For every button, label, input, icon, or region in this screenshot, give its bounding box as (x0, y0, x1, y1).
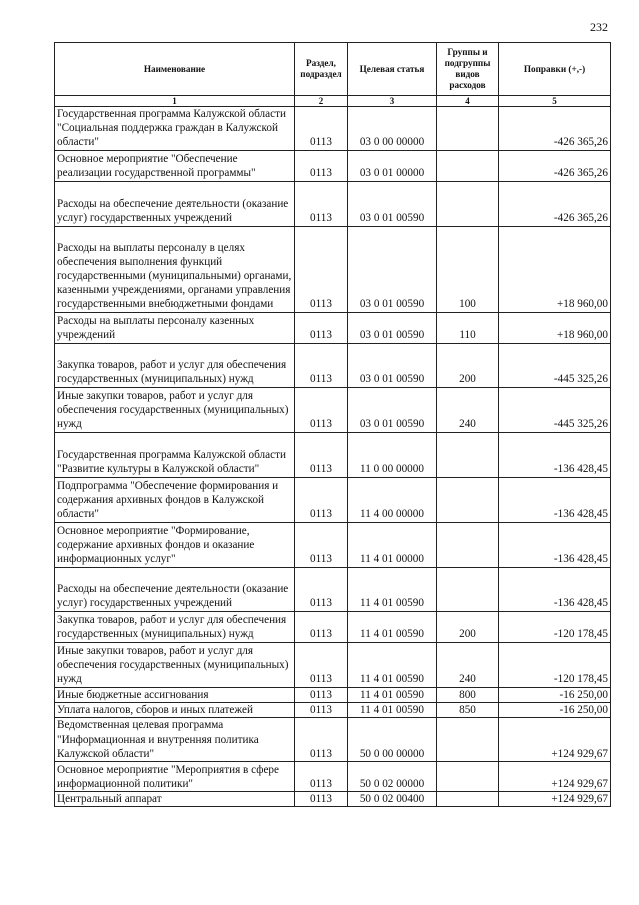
row-target: 03 0 01 00590 (348, 387, 437, 432)
table-row (55, 432, 611, 477)
row-name: Центральный аппарат (55, 792, 295, 807)
row-section: 0113 (295, 387, 348, 432)
row-group: 200 (437, 343, 499, 387)
row-name: Расходы на обеспечение деятельности (оказание услуг) государственных учреждений (55, 567, 295, 611)
row-group (437, 107, 499, 151)
row-name: Иные бюджетные ассигнования (55, 687, 295, 702)
table-row (55, 107, 611, 151)
row-group (437, 181, 499, 226)
table-row (55, 567, 611, 611)
page-number: 232 (590, 20, 608, 34)
row-amount: -426 365,26 (499, 107, 611, 151)
row-group: 850 (437, 702, 499, 717)
row-group: 110 (437, 312, 499, 343)
row-amount: +124 929,67 (499, 792, 611, 807)
column-number: 4 (437, 96, 499, 107)
table-row (55, 387, 611, 432)
row-target: 03 0 00 00000 (348, 107, 437, 151)
row-section: 0113 (295, 150, 348, 181)
row-target: 50 0 02 00400 (348, 792, 437, 807)
budget-amendments-table (54, 42, 611, 807)
table-row (55, 792, 611, 807)
row-section: 0113 (295, 762, 348, 792)
row-amount: -445 325,26 (499, 343, 611, 387)
column-number: 3 (348, 96, 437, 107)
row-target: 03 0 01 00590 (348, 312, 437, 343)
row-name: Расходы на выплаты персоналу казенных учреждений (55, 312, 295, 343)
row-section: 0113 (295, 718, 348, 762)
row-group: 200 (437, 611, 499, 642)
row-amount: +124 929,67 (499, 762, 611, 792)
row-target: 03 0 01 00590 (348, 343, 437, 387)
row-name: Ведомственная целевая программа "Информационная и внутренняя политика Калужской области" (55, 718, 295, 762)
row-section: 0113 (295, 432, 348, 477)
table-row (55, 343, 611, 387)
row-section: 0113 (295, 477, 348, 522)
table-row (55, 762, 611, 792)
row-group (437, 477, 499, 522)
row-name: Основное мероприятие "Мероприятия в сфере информационной политики" (55, 762, 295, 792)
table-row (55, 702, 611, 717)
row-name: Закупка товаров, работ и услуг для обеспечения государственных (муниципальных) нужд (55, 611, 295, 642)
table-row (55, 611, 611, 642)
row-amount: +124 929,67 (499, 718, 611, 762)
header-target: Целевая статья (348, 43, 437, 96)
row-group (437, 522, 499, 567)
row-group (437, 792, 499, 807)
row-name: Расходы на выплаты персоналу в целях обеспечения выполнения функций государственными (муниципальными) органами, казенными учреждениями, органами управления государственными внебюджетными фондами (55, 226, 295, 312)
header-section: Раздел, подраздел (295, 43, 348, 96)
row-name: Расходы на обеспечение деятельности (оказание услуг) государственных учреждений (55, 181, 295, 226)
row-target: 11 4 01 00590 (348, 567, 437, 611)
row-target: 11 4 01 00590 (348, 611, 437, 642)
column-number-row (55, 96, 611, 107)
row-name: Основное мероприятие "Обеспечение реализации государственной программы" (55, 150, 295, 181)
row-target: 03 0 01 00000 (348, 150, 437, 181)
row-name: Уплата налогов, сборов и иных платежей (55, 702, 295, 717)
row-amount: -426 365,26 (499, 150, 611, 181)
column-number: 2 (295, 96, 348, 107)
row-group (437, 762, 499, 792)
table-row (55, 477, 611, 522)
row-section: 0113 (295, 226, 348, 312)
row-target: 11 4 01 00000 (348, 522, 437, 567)
column-number: 5 (499, 96, 611, 107)
row-target: 03 0 01 00590 (348, 181, 437, 226)
row-name: Государственная программа Калужской области "Социальная поддержка граждан в Калужской области" (55, 107, 295, 151)
header-groups: Группы и подгруппы видов расходов (437, 43, 499, 96)
row-target: 50 0 02 00000 (348, 762, 437, 792)
row-amount: -136 428,45 (499, 432, 611, 477)
row-section: 0113 (295, 611, 348, 642)
table-row (55, 226, 611, 312)
row-name: Подпрограмма "Обеспечение формирования и содержания архивных фондов в Калужской области" (55, 477, 295, 522)
row-target: 50 0 00 00000 (348, 718, 437, 762)
header-name: Наименование (55, 43, 295, 96)
table-row (55, 522, 611, 567)
row-section: 0113 (295, 567, 348, 611)
row-section: 0113 (295, 107, 348, 151)
row-amount: -445 325,26 (499, 387, 611, 432)
row-amount: -16 250,00 (499, 702, 611, 717)
row-amount: -426 365,26 (499, 181, 611, 226)
table-row (55, 312, 611, 343)
row-target: 11 4 01 00590 (348, 702, 437, 717)
table-row (55, 718, 611, 762)
row-section: 0113 (295, 343, 348, 387)
row-target: 11 4 00 00000 (348, 477, 437, 522)
table-body (55, 107, 611, 807)
row-name: Иные закупки товаров, работ и услуг для обеспечения государственных (муниципальных) нужд (55, 387, 295, 432)
row-group: 240 (437, 387, 499, 432)
row-amount: -136 428,45 (499, 522, 611, 567)
row-section: 0113 (295, 312, 348, 343)
row-amount: -136 428,45 (499, 567, 611, 611)
row-section: 0113 (295, 522, 348, 567)
row-group: 100 (437, 226, 499, 312)
table-row (55, 150, 611, 181)
table-row (55, 642, 611, 687)
row-target: 11 4 01 00590 (348, 687, 437, 702)
row-amount: -136 428,45 (499, 477, 611, 522)
row-group: 240 (437, 642, 499, 687)
row-section: 0113 (295, 702, 348, 717)
row-name: Государственная программа Калужской области "Развитие культуры в Калужской области" (55, 432, 295, 477)
header-row (55, 43, 611, 96)
column-number: 1 (55, 96, 295, 107)
row-group: 800 (437, 687, 499, 702)
row-target: 03 0 01 00590 (348, 226, 437, 312)
row-name: Закупка товаров, работ и услуг для обеспечения государственных (муниципальных) нужд (55, 343, 295, 387)
table-row (55, 181, 611, 226)
row-amount: -120 178,45 (499, 642, 611, 687)
row-group (437, 567, 499, 611)
row-target: 11 4 01 00590 (348, 642, 437, 687)
row-section: 0113 (295, 181, 348, 226)
row-amount: +18 960,00 (499, 312, 611, 343)
row-group (437, 718, 499, 762)
row-amount: +18 960,00 (499, 226, 611, 312)
row-amount: -120 178,45 (499, 611, 611, 642)
row-section: 0113 (295, 687, 348, 702)
row-group (437, 150, 499, 181)
table-row (55, 687, 611, 702)
row-target: 11 0 00 00000 (348, 432, 437, 477)
row-group (437, 432, 499, 477)
row-amount: -16 250,00 (499, 687, 611, 702)
row-section: 0113 (295, 642, 348, 687)
row-name: Иные закупки товаров, работ и услуг для обеспечения государственных (муниципальных) нужд (55, 642, 295, 687)
header-amendments: Поправки (+,-) (499, 43, 611, 96)
row-name: Основное мероприятие "Формирование, содержание архивных фондов и оказание информационных услуг" (55, 522, 295, 567)
row-section: 0113 (295, 792, 348, 807)
